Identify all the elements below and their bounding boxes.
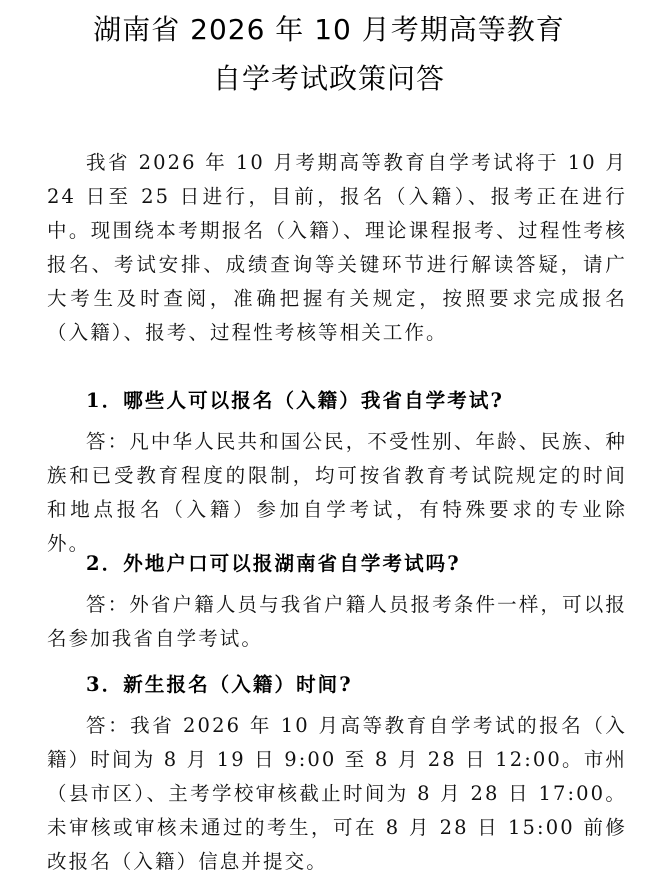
answer-3: 答：我省 2026 年 10 月高等教育自学考试的报名（入籍）时间为 8 月 19 日 9:00 至 8 月 28 日 12:00。市州（县市区）、主考学校审核截止时间为 8 月 28 日 17:00。未审核或审核未通过的考生，可在 8 月 28 日 15:00 前修改报名（入籍）信息并提交。 [47,714,627,873]
question-1: 1．哪些人可以报名（入籍）我省自学考试? [86,389,504,412]
answer-2: 答：外省户籍人员与我省户籍人员报考条件一样，可以报名参加我省自学考试。 [47,593,627,650]
question-2: 2．外地户口可以报湖南省自学考试吗? [86,552,461,575]
document-title-line-1: 湖南省 2026 年 10 月考期高等教育 [93,13,565,46]
question-3: 3．新生报名（入籍）时间? [86,673,353,696]
intro-paragraph: 我省 2026 年 10 月考期高等教育自学考试将于 10 月 24 日至 25 日进行，目前，报名（入籍）、报考正在进行中。现围绕本考期报名（入籍）、理论课程报考、过程性考核报名、考试安排、成绩查询等关键环节进行解读答疑，请广大考生及时查阅，准确把握有关规定，按照要求完成报名（入籍）、报考、过程性考核等相关工作。 [47,151,627,344]
document-title-line-2: 自学考试政策问答 [212,62,445,95]
answer-1: 答：凡中华人民共和国公民，不受性别、年龄、民族、种族和已受教育程度的限制，均可按省教育考试院规定的时间和地点报名（入籍）参加自学考试，有特殊要求的专业除外。 [47,430,627,555]
